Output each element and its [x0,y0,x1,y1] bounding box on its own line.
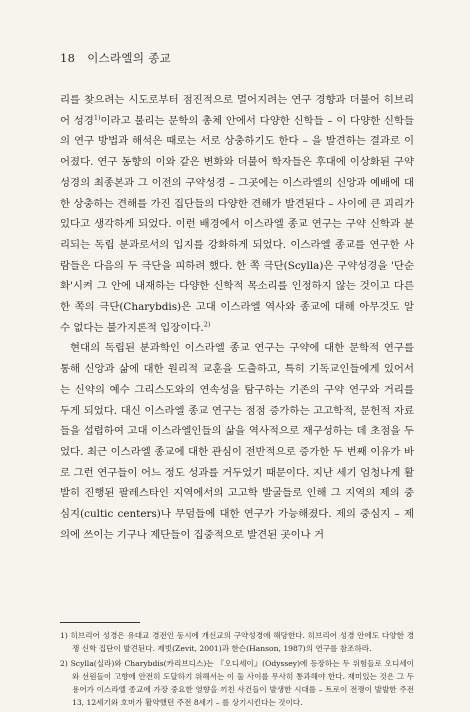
running-title: 이스라엘의 종교 [87,51,172,65]
body-text [60,90,414,545]
footnote: 2) Scylla(실라)와 Charybdis(카리브디스)는 『오디세이』(Odyssey)에 등장하는 두 위험들로 오디세이와 선원들이 고향에 안전히 도달하기 위해서는 이 둘 사이를 무사히 통과해야 한다. 재미있는 것은 그 두 용어가 이스라엘 종교에 가장 중요한 영향을 끼친 사건들이 발생한 시대를 – 트로이 전쟁이 발발한 주전 13, 12세기와 호머가 활약했던 주전 8세기 – 를 상기시킨다는 것이다. [60,659,414,707]
footnotes [60,629,414,709]
footnote-ref: 2) [203,320,211,329]
paragraph: 현대의 독립된 분과학인 이스라엘 종교 연구는 구약에 대한 문학적 연구를 통해 신앙과 삶에 대한 원리적 교훈을 도출하고, 특히 기독교인들에게 있어서는 신약의 예수 그리스도와의 연속성을 탐구하는 기존의 구약 연구와 거리를 두게 되었다. 대신 이스라엘 종교 연구는 점점 증가하는 고고학적, 문헌적 자료들을 섭렵하여 고대 이스라엘인들의 삶을 역사적으로 재구성하는 데 초점을 두었다. 최근 이스라엘 종교에 대한 관심이 전반적으로 증가한 두 번째 이유가 바로 그런 연구들이 어느 정도 성과를 거두었기 때문이다. 지난 세기 엄청나게 활발히 진행된 팔레스타인 지역에서의 고고학 발굴들로 인해 그 지역의 제의 중심지(cultic centers)나 무덤들에 대한 연구가 가능해졌다. 제의 중심지 – 제의에 쓰이는 기구나 제단들이 집중적으로 발견된 곳이나 거 [60,342,414,541]
paragraph-text: 리를 찾으려는 시도로부터 점진적으로 멀어지려는 연구 경향과 더불어 히브리어 성경 [60,94,414,127]
footnote: 1) 히브리어 성경은 유대교 경전인 동시에 개신교의 구약성경에 해당한다. 히브리어 성경 안에도 다양한 경쟁 신학 집단이 발견된다. 제빗(Zevit, 2001)과 한슨(Hanson, 1987)의 연구를 참조하라. [60,631,414,653]
paragraph-text: 이라고 불리는 문학의 총체 안에서 다양한 신학들 – 이 다양한 신학들의 연구 방법과 해석은 때로는 서로 상충하기도 한다 – 을 발견하는 결과로 이어졌다. 연구 동향의 이와 같은 변화와 더불어 학자들은 후대에 이상화된 구약성경의 최종본과 그 이전의 구약성경 – 그곳에는 이스라엘의 신앙과 예배에 대한 상충하는 견해를 가진 집단들의 다양한 견해가 발견된다 – 사이에 큰 괴리가 있다고 생각하게 되었다. 이런 배경에서 이스라엘 종교 연구는 구약 신학과 분리되는 독립 분과로서의 입지를 강화하게 되었다. 이스라엘 종교를 연구한 사람들은 다음의 두 극단을 피하려 했다. 한 쪽 극단(Scylla)은 구약성경을 '단순화'시켜 그 안에 내재하는 다양한 신학적 목소리를 인정하지 않는 것이고 다른 한 쪽의 극단(Charybdis)은 고대 이스라엘 역사와 종교에 대해 아무것도 알 수 없다는 불가지론적 입장이다. [60,114,414,334]
paragraph [60,90,414,338]
footnote-divider [60,622,140,623]
running-header [60,50,171,66]
page-number: 18 [60,51,76,65]
footnote-ref: 1) [93,113,101,122]
